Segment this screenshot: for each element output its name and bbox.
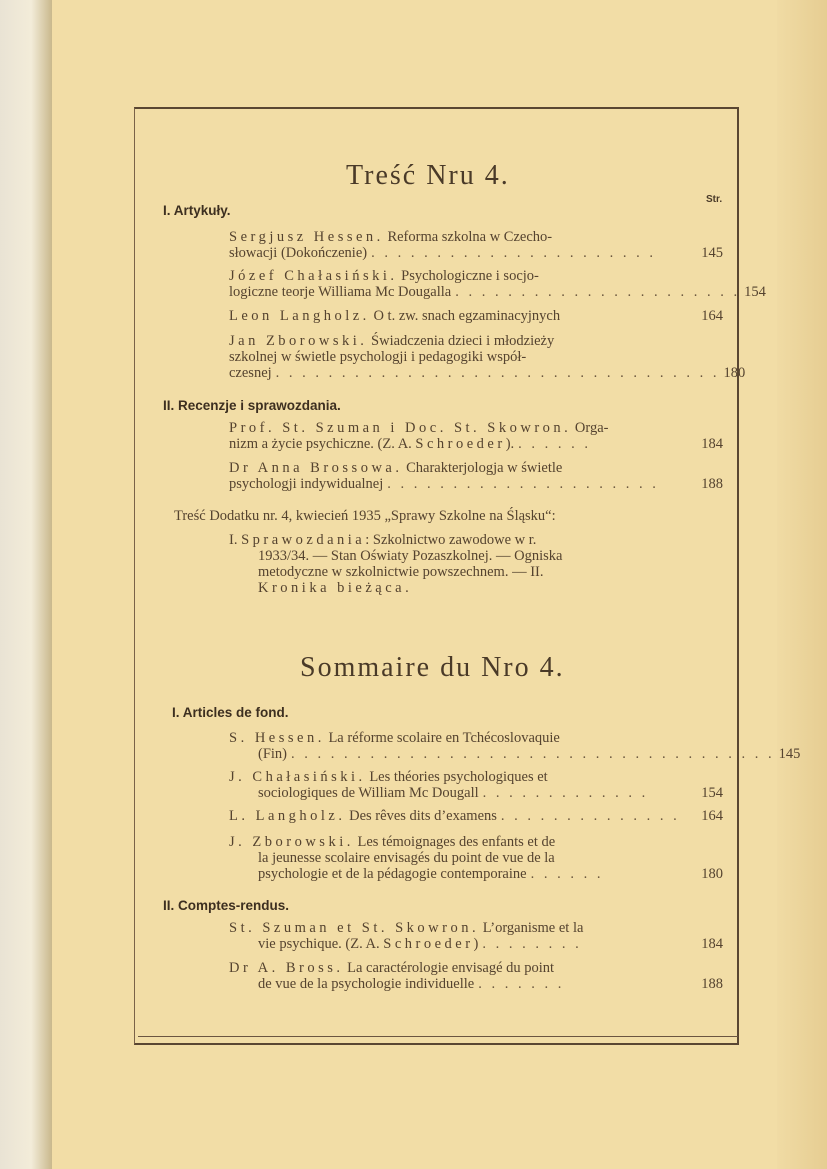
dot-leader: . . . . . . . . . . . . . . . . . . . . . . xyxy=(371,245,656,261)
dot-leader: . . . . . . . . . . . . . . . . . . . . . xyxy=(387,476,659,492)
toc-entry-pl-4[interactable] xyxy=(229,333,746,381)
page-number: 180 xyxy=(723,365,746,381)
entry-title: Charakterjologja w świetle xyxy=(402,460,563,476)
entry-title: psychologji indywidualnej xyxy=(229,476,384,492)
entry-title: Świadczenia dzieci i młodzieży xyxy=(367,333,555,349)
dot-leader: . . . . . . xyxy=(518,436,592,452)
entry-author: Dr A. Bross. xyxy=(229,960,344,976)
supplement-heading: Sprawozdania xyxy=(241,532,366,548)
page-number: 145 xyxy=(701,245,723,261)
supplement-line-3: metodyczne w szkolnictwie powszechnem. — II. xyxy=(258,564,544,580)
toc-entry-pl-6[interactable] xyxy=(229,460,723,492)
entry-author: Dr Anna Brossowa. xyxy=(229,460,403,476)
entry-author: J. Chałasiński. xyxy=(229,769,366,785)
page-right-edge xyxy=(777,0,827,1169)
entry-author: Jan Zborowski. xyxy=(229,333,368,349)
entry-title: ). xyxy=(505,436,515,452)
entry-title: ) xyxy=(473,936,479,952)
section-articles-pl: I. Artykuły. xyxy=(163,203,231,218)
entry-title: Psychologiczne i socjo- xyxy=(397,268,539,284)
toc-entry-pl-3[interactable] xyxy=(229,308,723,324)
entry-title: szkolnej w świetle psychologji i pedagogiki współ- xyxy=(229,349,527,365)
toc-entry-fr-3[interactable] xyxy=(229,808,723,824)
toc-entry-fr-4[interactable] xyxy=(229,834,723,882)
entry-title: Orga- xyxy=(571,420,609,436)
entry-title: la jeunesse scolaire envisagés du point de vue de la xyxy=(258,850,555,866)
supplement-number: I. xyxy=(229,532,242,548)
entry-author: S. Hessen. xyxy=(229,730,325,746)
entry-title: sociologiques de William Mc Dougall xyxy=(258,785,479,801)
entry-author: Leon Langholz. xyxy=(229,308,370,324)
heading-polish: Treść Nru 4. xyxy=(346,160,510,191)
page-number: 180 xyxy=(701,866,723,882)
toc-entry-pl-5[interactable] xyxy=(229,420,723,452)
page-number: 188 xyxy=(701,476,723,492)
entry-author: J. Zborowski. xyxy=(229,834,354,850)
dot-leader: . . . . . . . . . . . . . . xyxy=(500,808,680,824)
entry-title: La réforme scolaire en Tchécoslovaquie xyxy=(324,730,560,746)
entry-author: L. Langholz. xyxy=(229,808,346,824)
page-number: 145 xyxy=(778,746,801,762)
entry-author: Sergjusz Hessen. xyxy=(229,229,384,245)
entry-title: słowacji (Dokończenie) xyxy=(229,245,368,261)
supplement-line-1 xyxy=(229,532,723,548)
entry-author: Prof. St. Szuman i Doc. St. Skowron. xyxy=(229,420,572,436)
heading-french: Sommaire du Nro 4. xyxy=(300,652,565,683)
toc-entry-fr-1[interactable] xyxy=(229,730,801,762)
frame-bottom-rule xyxy=(138,1036,738,1037)
entry-author: Józef Chałasiński. xyxy=(229,268,398,284)
dot-leader: . . . . . . . xyxy=(478,976,565,992)
entry-author: St. Szuman et St. Skowron. xyxy=(229,920,480,936)
supplement-text: : Szkolnictwo zawodowe w r. xyxy=(365,532,537,548)
dot-leader: . . . . . . xyxy=(530,866,604,882)
entry-title: Les témoignages des enfants et de xyxy=(353,834,556,850)
supplement-title: Treść Dodatku nr. 4, kwiecień 1935 „Sprawy Szkolne na Śląsku“: xyxy=(174,508,556,524)
page-gutter xyxy=(0,0,52,1169)
toc-entry-pl-1[interactable] xyxy=(229,229,723,261)
supplement-line-2: 1933/34. — Stan Oświaty Pozaszkolnej. — Ogniska xyxy=(258,548,563,564)
toc-entry-fr-2[interactable] xyxy=(229,769,723,801)
entry-title: vie psychique. (Z. A. xyxy=(258,936,384,952)
dot-leader: . . . . . . . . . . . . . xyxy=(482,785,649,801)
section-reviews-fr: II. Comptes-rendus. xyxy=(163,898,290,913)
toc-entry-fr-5[interactable] xyxy=(229,920,723,952)
dot-leader: . . . . . . . . xyxy=(482,936,582,952)
entry-title: czesnej xyxy=(229,365,272,381)
entry-title: Des rêves dits d’examens xyxy=(345,808,497,824)
entry-editor: Schroeder xyxy=(383,936,474,952)
dot-leader: . . . . . . . . . . . . . . . . . . . . . . . . . . . . . . . . . . . . . xyxy=(291,746,775,762)
page-number: 164 xyxy=(701,308,723,324)
entry-title: La caractérologie envisagé du point xyxy=(343,960,555,976)
section-reviews-pl: II. Recenzje i sprawozdania. xyxy=(163,398,341,413)
dot-leader: . . . . . . . . . . . . . . . . . . . . . . . . . . . . . . . . . . xyxy=(275,365,720,381)
entry-title: logiczne teorje Williama Mc Dougalla xyxy=(229,284,452,300)
section-articles-fr: I. Articles de fond. xyxy=(172,705,289,720)
entry-title: psychologie et de la pédagogie contemporaine xyxy=(258,866,527,882)
page-number: 184 xyxy=(701,936,723,952)
entry-title: de vue de la psychologie individuelle xyxy=(258,976,475,992)
page-number: 188 xyxy=(701,976,723,992)
page-number: 154 xyxy=(701,785,723,801)
page-number: 164 xyxy=(701,808,723,824)
page-number: 154 xyxy=(744,284,766,300)
page-column-label: Str. xyxy=(706,194,723,205)
supplement-line-4: Kronika bieżąca. xyxy=(258,580,413,596)
entry-title: O t. zw. snach egzaminacyjnych xyxy=(369,308,561,324)
entry-editor: Schroeder xyxy=(415,436,506,452)
entry-title: (Fin) xyxy=(258,746,287,762)
entry-title: Les théories psychologiques et xyxy=(365,769,548,785)
toc-entry-fr-6[interactable] xyxy=(229,960,723,992)
entry-title: Reforma szkolna w Czecho- xyxy=(383,229,553,245)
toc-entry-pl-2[interactable] xyxy=(229,268,766,300)
entry-title: L’organisme et la xyxy=(479,920,584,936)
dot-leader: . . . . . . . . . . . . . . . . . . . . . . xyxy=(455,284,741,300)
page-number: 184 xyxy=(701,436,723,452)
entry-title: nizm a życie psychiczne. (Z. A. xyxy=(229,436,416,452)
